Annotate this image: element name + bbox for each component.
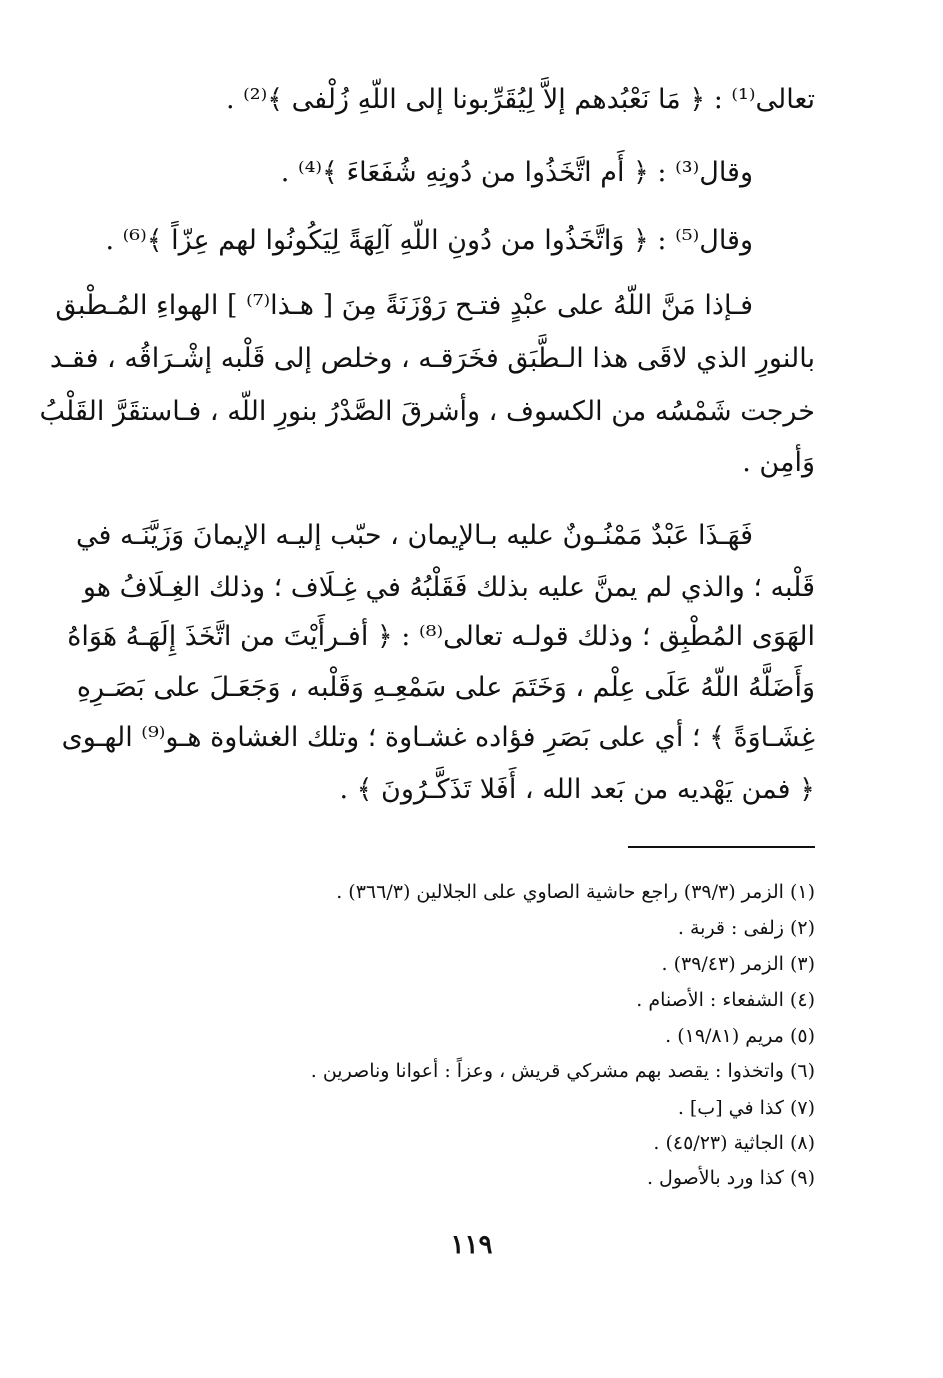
body-line-12: غِشَـاوَةً ﴾ ؛ أي على بَصَرِ فؤاده غشـاوة ؛ وتلك الغشاوة هـو⁽⁹⁾ الهـوى bbox=[61, 722, 815, 753]
body-line-11: وَأَضَلَّهُ اللّهُ عَلَى عِلْم ، وَخَتَمَ على سَمْعِـهِ وَقَلْبه ، وَجَعَـلَ على بَصَـرِهِ bbox=[76, 672, 815, 703]
footnote-3: (٣) الزمر (٣٩/٤٣) . bbox=[661, 953, 815, 975]
body-line-3: وقال⁽⁵⁾ : ﴿ وَاتَّخَذُوا من دُونِ اللّهِ آلِهَةً لِيَكُونُوا لهم عِزّاً ﴾⁽⁶⁾ . bbox=[105, 225, 753, 256]
body-line-2: وقال⁽³⁾ : ﴿ أَم اتَّخَذُوا من دُونِهِ شُفَعَاءَ ﴾⁽⁴⁾ . bbox=[280, 157, 753, 188]
body-line-6: خرجت شَمْسُه من الكسوف ، وأشرقَ الصَّدْرُ بنورِ اللّه ، فـاستقَرَّ القَلْبُ bbox=[39, 396, 815, 427]
footnote-1: (١) الزمر (٣٩/٣) راجع حاشية الصاوي على الجلالين (٣٦٦/٣) . bbox=[336, 881, 815, 903]
body-line-9: قَلْبه ؛ والذي لم يمنَّ عليه بذلك فَقَلْبُهُ في غِـلَاف ؛ وذلك الغِـلَافُ هو bbox=[82, 572, 815, 603]
footnote-separator bbox=[628, 846, 815, 848]
page-number: ١١٩ bbox=[450, 1230, 493, 1260]
body-line-7: وَأمِن . bbox=[742, 447, 815, 478]
footnote-5: (٥) مريم (١٩/٨١) . bbox=[665, 1025, 815, 1047]
footnote-4: (٤) الشفعاء : الأصنام . bbox=[636, 989, 815, 1011]
body-line-10: الهَوَى المُطْبِق ؛ وذلك قولـه تعالى⁽⁸⁾ : ﴿ أفـرأَيْتَ من اتَّخَذَ إِلَهَـهُ هَوَاهُ bbox=[67, 621, 815, 652]
body-line-8: فَهَـذَا عَبْدٌ مَمْنُـونٌ عليه بـالإيمان ، حبّب إليـه الإيمانَ وَزَيَّنَـه في bbox=[76, 520, 753, 551]
body-line-1: تعالى⁽¹⁾ : ﴿ مَا نَعْبُدهم إلاَّ لِيُقَرِّبونا إلى اللّهِ زُلْفى ﴾⁽²⁾ . bbox=[225, 84, 815, 115]
footnote-7: (٧) كذا في [ب] . bbox=[677, 1097, 815, 1119]
footnote-6: (٦) واتخذوا : يقصد بهم مشركي قريش ، وعزاً : أعوانا وناصرين . bbox=[310, 1060, 815, 1082]
footnote-2: (٢) زلفى : قربة . bbox=[677, 917, 815, 939]
footnote-8: (٨) الجاثية (٤٥/٢٣) . bbox=[653, 1132, 815, 1154]
body-line-13: ﴿ فمن يَهْديه من بَعد الله ، أَفَلا تَذَكَّـرُونَ ﴾ . bbox=[339, 774, 815, 805]
body-line-5: بالنورِ الذي لاقَى هذا الـطَّبَق فخَرَقـه ، وخلص إلى قَلْبه إشْـرَاقُه ، فقـد bbox=[49, 343, 815, 374]
footnote-9: (٩) كذا ورد بالأصول . bbox=[646, 1167, 815, 1189]
body-line-4: فـإذا مَنَّ اللّهُ على عبْدٍ فتـح رَوْزَنَةً مِنَ [ هـذا⁽⁷⁾ ] الهواءِ المُـطْبق bbox=[55, 290, 753, 321]
